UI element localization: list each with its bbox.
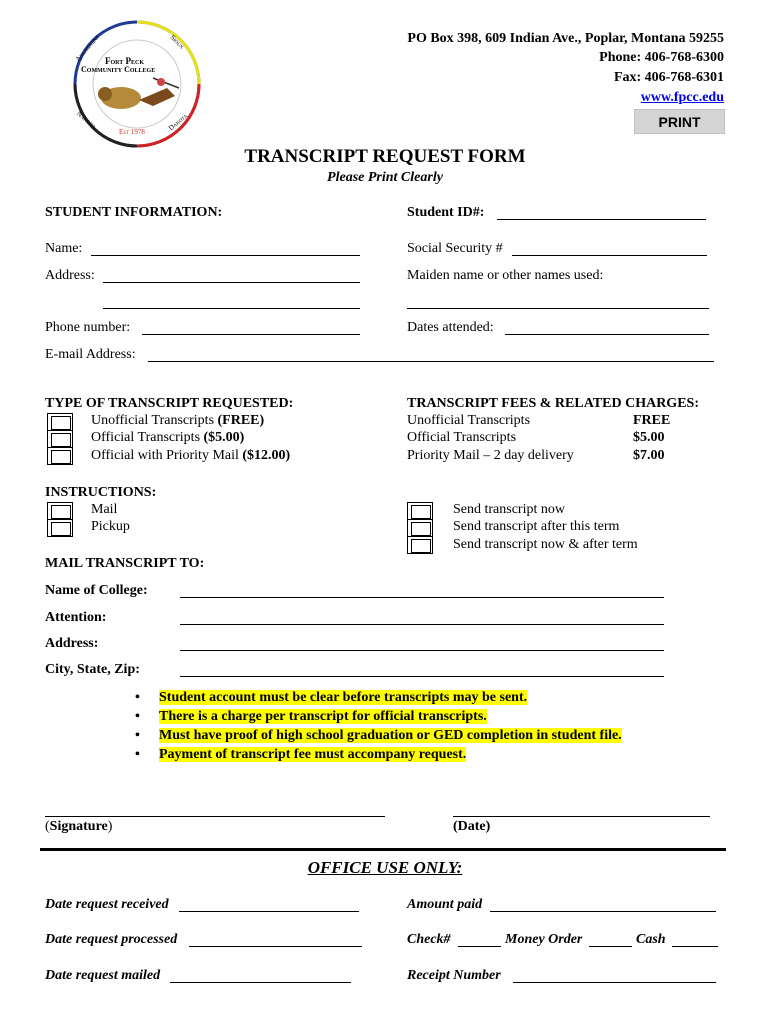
mail-to-heading: MAIL TRANSCRIPT TO: xyxy=(45,556,205,571)
phone-line: Phone: 406-768-6300 xyxy=(599,50,724,65)
priority-option-label: Official with Priority Mail xyxy=(91,448,243,463)
student-info-heading: STUDENT INFORMATION: xyxy=(45,205,223,220)
date-received-label: Date request received xyxy=(45,897,169,912)
website-link[interactable]: www.fpcc.edu xyxy=(640,90,724,105)
name-field[interactable] xyxy=(91,242,360,256)
requirement-text: There is a charge per transcript for official transcripts. xyxy=(159,709,487,724)
send-both-label: Send transcript now & after term xyxy=(453,537,638,552)
phone-number-field[interactable] xyxy=(142,321,360,335)
print-button[interactable]: PRINT xyxy=(634,109,725,134)
unofficial-checkbox[interactable] xyxy=(47,413,73,431)
maiden-name-label: Maiden name or other names used: xyxy=(407,268,604,283)
requirement-text: Student account must be clear before transcripts may be sent. xyxy=(159,690,528,705)
cash-field[interactable] xyxy=(672,933,718,947)
logo-ring-top-left: Assiniboine xyxy=(73,32,102,64)
date-processed-label: Date request processed xyxy=(45,932,178,947)
requirements-list xyxy=(131,688,691,764)
instructions-heading: INSTRUCTIONS: xyxy=(45,485,157,500)
date-processed-field[interactable] xyxy=(189,933,362,947)
amount-paid-label: Amount paid xyxy=(407,897,483,912)
send-both-checkbox[interactable] xyxy=(407,536,433,554)
send-now-checkbox[interactable] xyxy=(407,502,433,520)
official-option xyxy=(91,430,244,446)
signature-field[interactable] xyxy=(45,803,385,817)
mail-checkbox[interactable] xyxy=(47,502,73,520)
unofficial-option-price: (FREE) xyxy=(217,413,265,428)
signature-label: (Signature) xyxy=(45,819,113,834)
receipt-number-label: Receipt Number xyxy=(407,968,501,983)
form-title: TRANSCRIPT REQUEST FORM xyxy=(244,146,526,167)
date-received-field[interactable] xyxy=(179,898,359,912)
college-logo xyxy=(57,18,217,150)
cash-label: Cash xyxy=(636,932,666,947)
fee-amount-priority: $7.00 xyxy=(633,448,665,463)
address-label: Address: xyxy=(45,268,95,283)
logo-ring-bottom-left: Nakoda xyxy=(75,109,98,131)
mail-address-label: Address: xyxy=(45,636,99,651)
transcript-type-heading: TYPE OF TRANSCRIPT REQUESTED: xyxy=(45,396,294,411)
city-state-zip-label: City, State, Zip: xyxy=(45,662,140,677)
office-heading: OFFICE USE ONLY: xyxy=(307,858,463,877)
logo-college-name-2: Community College xyxy=(81,65,156,74)
amount-paid-field[interactable] xyxy=(490,898,716,912)
check-field[interactable] xyxy=(458,933,501,947)
fax-line: Fax: 406-768-6301 xyxy=(613,70,724,85)
attention-label: Attention: xyxy=(45,610,107,625)
office-divider xyxy=(40,848,726,851)
send-after-term-checkbox[interactable] xyxy=(407,519,433,537)
logo-ring-top-right: Sioux xyxy=(168,33,186,51)
priority-option xyxy=(91,448,290,464)
check-label: Check# xyxy=(407,932,451,947)
unofficial-option-label: Unofficial Transcripts xyxy=(91,413,218,428)
logo-established: Est 1978 xyxy=(119,128,145,136)
logo-college-name-1: Fort Peck xyxy=(105,56,145,66)
dates-attended-field[interactable] xyxy=(505,321,709,335)
email-field[interactable] xyxy=(148,348,714,362)
form-subtitle: Please Print Clearly xyxy=(327,170,443,185)
dates-attended-label: Dates attended: xyxy=(407,320,494,335)
fee-amount-official: $5.00 xyxy=(633,430,665,445)
requirement-item xyxy=(131,707,691,726)
mail-option-label: Mail xyxy=(91,502,118,517)
unofficial-option xyxy=(91,413,264,429)
fee-amount-unofficial: FREE xyxy=(633,413,671,428)
send-now-label: Send transcript now xyxy=(453,502,565,517)
phone-number-label: Phone number: xyxy=(45,320,131,335)
pickup-checkbox[interactable] xyxy=(47,519,73,537)
name-label: Name: xyxy=(45,241,83,256)
date-mailed-label: Date request mailed xyxy=(45,968,161,983)
address-field-2[interactable] xyxy=(103,295,360,309)
pickup-option-label: Pickup xyxy=(91,519,130,534)
official-checkbox[interactable] xyxy=(47,430,73,448)
college-name-field[interactable] xyxy=(180,584,664,598)
fee-item-priority: Priority Mail – 2 day delivery xyxy=(407,448,574,463)
logo-ring-bottom-right: Dakota xyxy=(167,111,190,133)
date-field[interactable] xyxy=(453,803,710,817)
money-order-field[interactable] xyxy=(589,933,632,947)
ssn-field[interactable] xyxy=(512,242,707,256)
requirement-text: Payment of transcript fee must accompany request. xyxy=(159,747,467,762)
requirement-text: Must have proof of high school graduation or GED completion in student file. xyxy=(159,728,622,743)
student-id-field[interactable] xyxy=(497,206,706,220)
date-mailed-field[interactable] xyxy=(170,969,351,983)
requirement-item xyxy=(131,745,691,764)
city-state-zip-field[interactable] xyxy=(180,663,664,677)
student-id-label: Student ID#: xyxy=(407,205,485,220)
requirement-item xyxy=(131,688,691,707)
requirement-item xyxy=(131,726,691,745)
priority-checkbox[interactable] xyxy=(47,447,73,465)
ssn-label: Social Security # xyxy=(407,241,503,256)
address-field-1[interactable] xyxy=(103,269,360,283)
address-line: PO Box 398, 609 Indian Ave., Poplar, Montana 59255 xyxy=(407,31,724,46)
send-after-term-label: Send transcript after this term xyxy=(453,519,620,534)
fee-item-unofficial: Unofficial Transcripts xyxy=(407,413,531,428)
money-order-label: Money Order xyxy=(505,932,583,947)
mail-address-field[interactable] xyxy=(180,637,664,651)
maiden-name-field[interactable] xyxy=(407,295,709,309)
official-option-label: Official Transcripts xyxy=(91,430,204,445)
priority-option-price: ($12.00) xyxy=(242,448,291,463)
date-label: (Date) xyxy=(453,819,491,834)
signature-label-text: Signature xyxy=(49,819,108,834)
college-name-label: Name of College: xyxy=(45,583,148,598)
attention-field[interactable] xyxy=(180,611,664,625)
receipt-number-field[interactable] xyxy=(513,969,716,983)
fee-item-official: Official Transcripts xyxy=(407,430,517,445)
email-label: E-mail Address: xyxy=(45,347,136,362)
official-option-price: ($5.00) xyxy=(203,430,245,445)
fees-heading: TRANSCRIPT FEES & RELATED CHARGES: xyxy=(407,396,699,411)
